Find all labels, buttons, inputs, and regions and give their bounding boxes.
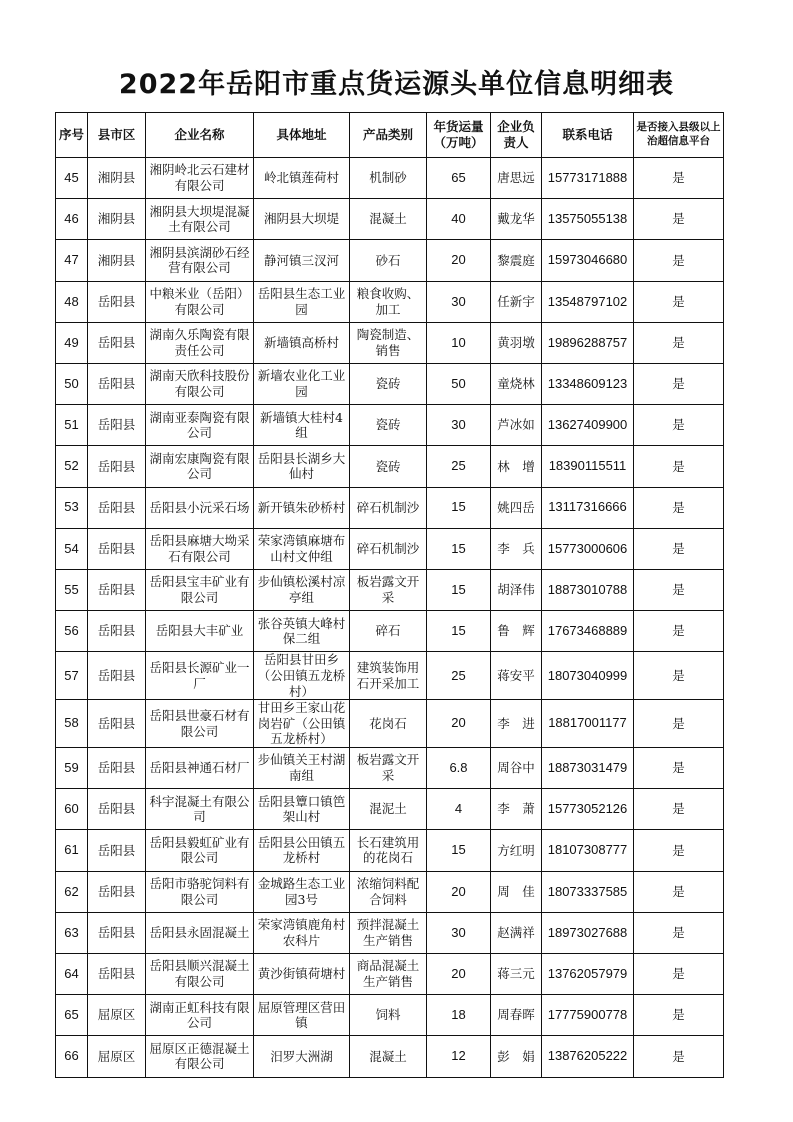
cell-seq: 62 [56, 871, 88, 912]
cell-company: 湖南正虹科技有限公司 [146, 995, 254, 1036]
cell-product: 建筑装饰用石开采加工 [350, 652, 427, 700]
cell-company: 岳阳县毅虹矿业有限公司 [146, 830, 254, 871]
header-district: 县市区 [88, 113, 146, 158]
cell-manager: 周春晖 [491, 995, 542, 1036]
cell-platform: 是 [634, 569, 724, 610]
cell-tons: 15 [427, 487, 491, 528]
cell-platform: 是 [634, 363, 724, 404]
table-row [56, 611, 724, 652]
cell-address: 甘田乡王家山花岗岩矿（公田镇五龙桥村） [254, 700, 350, 748]
cell-address: 新开镇朱砂桥村 [254, 487, 350, 528]
cell-product: 花岗石 [350, 700, 427, 748]
cell-company: 湖南久乐陶瓷有限责任公司 [146, 322, 254, 363]
cell-platform: 是 [634, 487, 724, 528]
cell-tons: 20 [427, 871, 491, 912]
cell-manager: 蒋安平 [491, 652, 542, 700]
cell-phone: 18073337585 [542, 871, 634, 912]
cell-company: 岳阳县永固混凝土 [146, 912, 254, 953]
cell-platform: 是 [634, 281, 724, 322]
header-address: 具体地址 [254, 113, 350, 158]
cell-district: 岳阳县 [88, 569, 146, 610]
cell-address: 黄沙街镇荷塘村 [254, 953, 350, 994]
cell-product: 瓷砖 [350, 363, 427, 404]
cell-product: 混凝土 [350, 199, 427, 240]
cell-company: 湖南宏康陶瓷有限公司 [146, 446, 254, 487]
cell-company: 岳阳县顺兴混凝土有限公司 [146, 953, 254, 994]
cell-district: 岳阳县 [88, 281, 146, 322]
cell-platform: 是 [634, 240, 724, 281]
cell-address: 步仙镇松溪村凉亭组 [254, 569, 350, 610]
cell-seq: 55 [56, 569, 88, 610]
cell-seq: 46 [56, 199, 88, 240]
cell-platform: 是 [634, 446, 724, 487]
table-row [56, 700, 724, 748]
cell-tons: 30 [427, 912, 491, 953]
cell-phone: 13762057979 [542, 953, 634, 994]
cell-platform: 是 [634, 322, 724, 363]
cell-seq: 56 [56, 611, 88, 652]
table-row [56, 569, 724, 610]
cell-platform: 是 [634, 871, 724, 912]
table-header-row [56, 113, 724, 158]
cell-phone: 18973027688 [542, 912, 634, 953]
cell-district: 岳阳县 [88, 748, 146, 789]
cell-phone: 15773000606 [542, 528, 634, 569]
cell-address: 岳阳县甘田乡（公田镇五龙桥村） [254, 652, 350, 700]
cell-company: 湘阴县滨湖砂石经营有限公司 [146, 240, 254, 281]
cell-district: 岳阳县 [88, 789, 146, 830]
cell-platform: 是 [634, 611, 724, 652]
cell-tons: 15 [427, 528, 491, 569]
cell-manager: 戴龙华 [491, 199, 542, 240]
cell-phone: 19896288757 [542, 322, 634, 363]
header-company: 企业名称 [146, 113, 254, 158]
cell-company: 湖南天欣科技股份有限公司 [146, 363, 254, 404]
cell-product: 浓缩饲料配合饲料 [350, 871, 427, 912]
cell-product: 混泥土 [350, 789, 427, 830]
cell-platform: 是 [634, 830, 724, 871]
cell-address: 新墙镇大桂村4组 [254, 405, 350, 446]
cell-manager: 黎震庭 [491, 240, 542, 281]
cell-district: 屈原区 [88, 995, 146, 1036]
cell-platform: 是 [634, 995, 724, 1036]
cell-district: 岳阳县 [88, 322, 146, 363]
cell-platform: 是 [634, 1036, 724, 1077]
cell-phone: 15773171888 [542, 158, 634, 199]
cell-address: 新墙镇高桥村 [254, 322, 350, 363]
cell-phone: 18073040999 [542, 652, 634, 700]
cell-district: 岳阳县 [88, 700, 146, 748]
cell-address: 新墙农业化工业园 [254, 363, 350, 404]
cell-tons: 20 [427, 240, 491, 281]
cell-phone: 13575055138 [542, 199, 634, 240]
cell-company: 岳阳县麻塘大坳采石有限公司 [146, 528, 254, 569]
table-row [56, 322, 724, 363]
cell-tons: 30 [427, 281, 491, 322]
cell-manager: 李 兵 [491, 528, 542, 569]
cell-district: 湘阴县 [88, 158, 146, 199]
cell-phone: 18390115511 [542, 446, 634, 487]
cell-district: 岳阳县 [88, 363, 146, 404]
table-row [56, 199, 724, 240]
cell-platform: 是 [634, 199, 724, 240]
table-row [56, 1036, 724, 1077]
freight-source-table [55, 112, 724, 1078]
table-row [56, 487, 724, 528]
cell-manager: 鲁 辉 [491, 611, 542, 652]
cell-address: 金城路生态工业园3号 [254, 871, 350, 912]
cell-seq: 54 [56, 528, 88, 569]
table-row [56, 789, 724, 830]
cell-seq: 57 [56, 652, 88, 700]
cell-product: 预拌混凝土生产销售 [350, 912, 427, 953]
cell-address: 岳阳县簟口镇笆架山村 [254, 789, 350, 830]
cell-district: 岳阳县 [88, 487, 146, 528]
table-row [56, 446, 724, 487]
cell-seq: 60 [56, 789, 88, 830]
cell-district: 岳阳县 [88, 912, 146, 953]
cell-seq: 61 [56, 830, 88, 871]
table-row [56, 953, 724, 994]
cell-manager: 林 增 [491, 446, 542, 487]
cell-manager: 任新宇 [491, 281, 542, 322]
cell-address: 静河镇三汊河 [254, 240, 350, 281]
cell-company: 岳阳县世豪石材有限公司 [146, 700, 254, 748]
cell-company: 岳阳县神通石材厂 [146, 748, 254, 789]
cell-product: 砂石 [350, 240, 427, 281]
header-phone: 联系电话 [542, 113, 634, 158]
cell-seq: 50 [56, 363, 88, 404]
cell-manager: 李 萧 [491, 789, 542, 830]
cell-district: 岳阳县 [88, 871, 146, 912]
cell-manager: 李 进 [491, 700, 542, 748]
cell-tons: 10 [427, 322, 491, 363]
cell-tons: 40 [427, 199, 491, 240]
cell-product: 瓷砖 [350, 446, 427, 487]
header-product: 产品类别 [350, 113, 427, 158]
cell-manager: 彭 娟 [491, 1036, 542, 1077]
table-row [56, 830, 724, 871]
cell-platform: 是 [634, 652, 724, 700]
cell-manager: 黄羽墩 [491, 322, 542, 363]
table-row [56, 363, 724, 404]
cell-seq: 51 [56, 405, 88, 446]
cell-manager: 方红明 [491, 830, 542, 871]
cell-manager: 芦冰如 [491, 405, 542, 446]
cell-product: 商品混凝土生产销售 [350, 953, 427, 994]
cell-seq: 49 [56, 322, 88, 363]
cell-phone: 13548797102 [542, 281, 634, 322]
cell-phone: 18873010788 [542, 569, 634, 610]
cell-seq: 48 [56, 281, 88, 322]
cell-product: 碎石 [350, 611, 427, 652]
cell-district: 岳阳县 [88, 652, 146, 700]
cell-seq: 52 [56, 446, 88, 487]
cell-phone: 13876205222 [542, 1036, 634, 1077]
cell-tons: 25 [427, 446, 491, 487]
cell-phone: 17673468889 [542, 611, 634, 652]
cell-tons: 15 [427, 830, 491, 871]
cell-seq: 58 [56, 700, 88, 748]
cell-tons: 20 [427, 953, 491, 994]
cell-phone: 13348609123 [542, 363, 634, 404]
table-row [56, 995, 724, 1036]
cell-company: 科宇混凝土有限公司 [146, 789, 254, 830]
cell-phone: 18817001177 [542, 700, 634, 748]
cell-district: 岳阳县 [88, 830, 146, 871]
cell-manager: 胡泽伟 [491, 569, 542, 610]
cell-address: 岳阳县长湖乡大仙村 [254, 446, 350, 487]
cell-district: 湘阴县 [88, 240, 146, 281]
cell-platform: 是 [634, 528, 724, 569]
cell-product: 陶瓷制造、销售 [350, 322, 427, 363]
cell-district: 岳阳县 [88, 528, 146, 569]
cell-company: 岳阳县小沅采石场 [146, 487, 254, 528]
cell-company: 岳阳县宝丰矿业有限公司 [146, 569, 254, 610]
cell-seq: 53 [56, 487, 88, 528]
cell-product: 碎石机制沙 [350, 528, 427, 569]
header-volume: 年货运量（万吨） [427, 113, 491, 158]
cell-platform: 是 [634, 748, 724, 789]
table-row [56, 240, 724, 281]
cell-address: 岳阳县生态工业园 [254, 281, 350, 322]
cell-seq: 66 [56, 1036, 88, 1077]
cell-address: 步仙镇关王村湖南组 [254, 748, 350, 789]
table-row [56, 281, 724, 322]
cell-phone: 13627409900 [542, 405, 634, 446]
cell-tons: 25 [427, 652, 491, 700]
cell-address: 岳阳县公田镇五龙桥村 [254, 830, 350, 871]
page-title: 2022年岳阳市重点货运源头单位信息明细表 [118, 69, 675, 100]
cell-company: 岳阳市骆驼饲料有限公司 [146, 871, 254, 912]
cell-seq: 45 [56, 158, 88, 199]
cell-address: 张谷英镇大峰村保二组 [254, 611, 350, 652]
cell-product: 碎石机制沙 [350, 487, 427, 528]
cell-manager: 童烧林 [491, 363, 542, 404]
cell-phone: 15973046680 [542, 240, 634, 281]
cell-seq: 63 [56, 912, 88, 953]
cell-product: 粮食收购、加工 [350, 281, 427, 322]
cell-product: 机制砂 [350, 158, 427, 199]
cell-product: 板岩露文开采 [350, 569, 427, 610]
cell-product: 长石建筑用的花岗石 [350, 830, 427, 871]
table-row [56, 528, 724, 569]
cell-platform: 是 [634, 405, 724, 446]
cell-platform: 是 [634, 700, 724, 748]
cell-seq: 59 [56, 748, 88, 789]
cell-manager: 蒋三元 [491, 953, 542, 994]
cell-product: 板岩露文开采 [350, 748, 427, 789]
cell-address: 岭北镇莲荷村 [254, 158, 350, 199]
table-row [56, 912, 724, 953]
cell-address: 汨罗大洲湖 [254, 1036, 350, 1077]
cell-seq: 64 [56, 953, 88, 994]
cell-platform: 是 [634, 953, 724, 994]
cell-phone: 17775900778 [542, 995, 634, 1036]
cell-district: 岳阳县 [88, 953, 146, 994]
cell-company: 湘阴县大坝堤混凝土有限公司 [146, 199, 254, 240]
table-row [56, 158, 724, 199]
table-row [56, 652, 724, 700]
cell-manager: 唐思远 [491, 158, 542, 199]
cell-company: 中粮米业（岳阳）有限公司 [146, 281, 254, 322]
cell-address: 屈原管理区营田镇 [254, 995, 350, 1036]
cell-tons: 50 [427, 363, 491, 404]
cell-manager: 姚四岳 [491, 487, 542, 528]
cell-company: 岳阳县大丰矿业 [146, 611, 254, 652]
cell-tons: 18 [427, 995, 491, 1036]
cell-tons: 12 [427, 1036, 491, 1077]
table-row [56, 871, 724, 912]
cell-company: 屈原区正德混凝土有限公司 [146, 1036, 254, 1077]
cell-address: 荣家湾镇鹿角村农科片 [254, 912, 350, 953]
cell-manager: 周 佳 [491, 871, 542, 912]
cell-district: 湘阴县 [88, 199, 146, 240]
cell-product: 瓷砖 [350, 405, 427, 446]
cell-tons: 15 [427, 611, 491, 652]
cell-manager: 周谷中 [491, 748, 542, 789]
header-seq: 序号 [56, 113, 88, 158]
header-platform: 是否接入县级以上治超信息平台 [634, 113, 724, 158]
cell-district: 岳阳县 [88, 446, 146, 487]
cell-platform: 是 [634, 789, 724, 830]
cell-seq: 47 [56, 240, 88, 281]
cell-company: 岳阳县长源矿业一厂 [146, 652, 254, 700]
cell-platform: 是 [634, 158, 724, 199]
cell-district: 岳阳县 [88, 405, 146, 446]
cell-tons: 4 [427, 789, 491, 830]
cell-address: 荣家湾镇麻塘布山村文仲组 [254, 528, 350, 569]
table-row [56, 405, 724, 446]
cell-tons: 6.8 [427, 748, 491, 789]
table-row [56, 748, 724, 789]
cell-company: 湖南亚泰陶瓷有限公司 [146, 405, 254, 446]
cell-tons: 15 [427, 569, 491, 610]
cell-district: 屈原区 [88, 1036, 146, 1077]
cell-phone: 18873031479 [542, 748, 634, 789]
cell-tons: 30 [427, 405, 491, 446]
cell-phone: 15773052126 [542, 789, 634, 830]
cell-district: 岳阳县 [88, 611, 146, 652]
cell-product: 混凝土 [350, 1036, 427, 1077]
cell-company: 湘阴岭北云石建材有限公司 [146, 158, 254, 199]
cell-platform: 是 [634, 912, 724, 953]
cell-tons: 20 [427, 700, 491, 748]
cell-product: 饲料 [350, 995, 427, 1036]
cell-address: 湘阴县大坝堤 [254, 199, 350, 240]
cell-seq: 65 [56, 995, 88, 1036]
cell-phone: 18107308777 [542, 830, 634, 871]
header-manager: 企业负责人 [491, 113, 542, 158]
cell-tons: 65 [427, 158, 491, 199]
cell-phone: 13117316666 [542, 487, 634, 528]
cell-manager: 赵满祥 [491, 912, 542, 953]
